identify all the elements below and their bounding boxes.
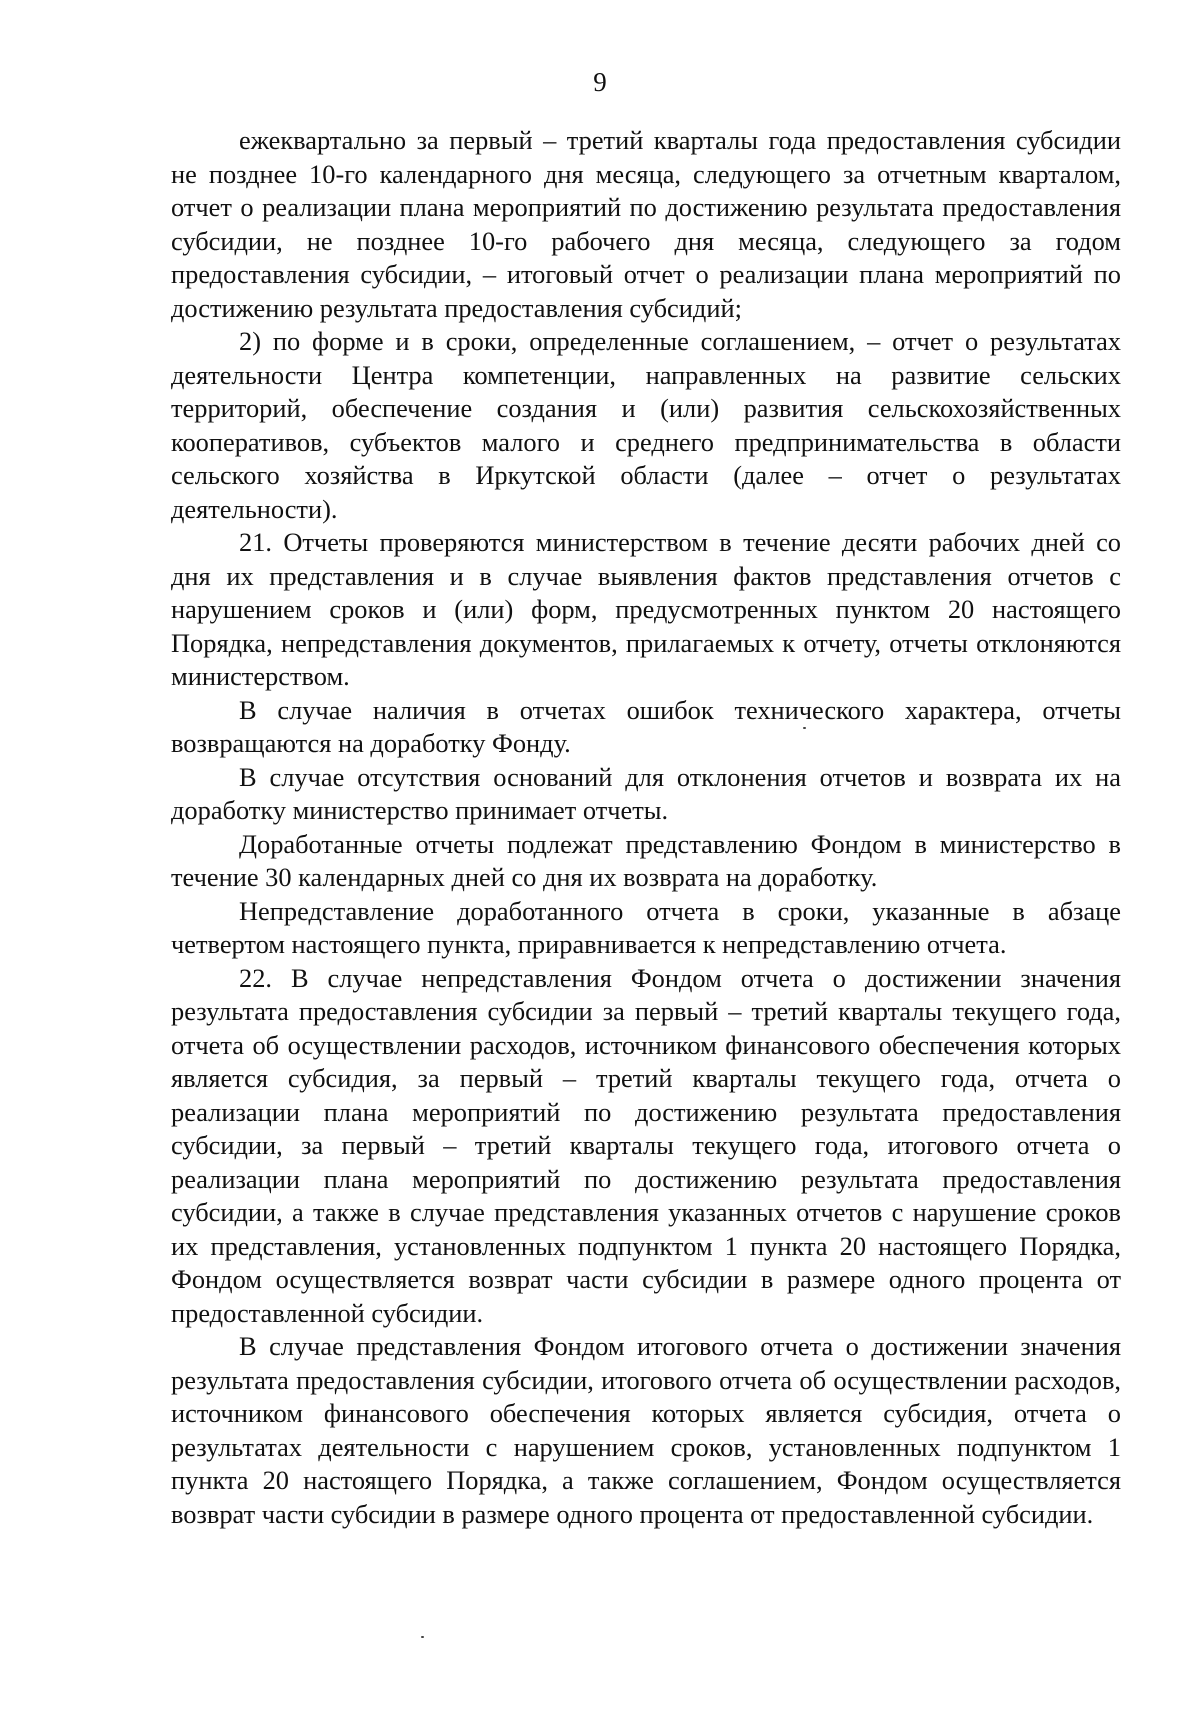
paragraph-non-submission: Непредставление доработанного отчета в сроки, указанные в абзаце четвертом настоящего пункта, приравнивается к непредставлению отчета. — [171, 895, 1121, 959]
paragraph-subitem-2: 2) по форме и в сроки, определенные соглашением, – отчет о результатах деятельности Центра компетенции, направленных на развитие сельских территорий, обеспечение создания и (или) развития сельскохозяйственных кооперативов, субъектов малого и среднего предпринимательства в области сельского хозяйства в Иркутской области (далее – отчет о результатах деятельности). — [171, 326, 1121, 524]
paragraph-item-21: 21. Отчеты проверяются министерством в течение десяти рабочих дней со дня их представления и в случае выявления фактов представления отчетов с нарушением сроков и (или) форм, предусмотренных пунктом 20 настоящего Порядка, непредставления документов, прилагаемых к отчету, отчеты отклоняются министерством. — [171, 527, 1121, 691]
paragraph-reporting-quarterly: ежеквартально за первый – третий кварталы года предоставления субсидии не позднее 10-го календарного дня месяца, следующего за отчетным кварталом, отчет о реализации плана мероприятий по достижению результата предоставления субсидии, не позднее 10-го рабочего дня месяца, следующего за годом предоставления субсидии, – итоговый отчет о реализации плана мероприятий по достижению результата предоставления субсидий; — [171, 125, 1121, 323]
scan-speck — [421, 1636, 424, 1638]
paragraph-technical-errors: В случае наличия в отчетах ошибок технического характера, отчеты возвращаются на доработку Фонду. — [171, 694, 1121, 758]
scan-speck — [803, 727, 806, 729]
paragraph-item-22: 22. В случае непредставления Фондом отчета о достижении значения результата предоставления субсидии за первый – третий кварталы текущего года, отчета об осуществлении расходов, источником финансового обеспечения которых является субсидия, за первый – третий кварталы текущего года, отчета о реализации плана мероприятий по достижению результата предоставления субсидии, за первый – третий кварталы текущего года, итогового отчета о реализации плана мероприятий по достижению результата предоставления субсидии, а также в случае представления указанных отчетов с нарушение сроков их представления, установленных подпунктом 1 пункта 20 настоящего Порядка, Фондом осуществляется возврат части субсидии в размере одного процента от предоставленной субсидии. — [171, 962, 1121, 1328]
paragraph-revised-reports: Доработанные отчеты подлежат представлению Фондом в министерство в течение 30 календарных дней со дня их возврата на доработку. — [171, 828, 1121, 892]
paragraph-final-report: В случае представления Фондом итогового отчета о достижении значения результата предоставления субсидии, итогового отчета об осуществлении расходов, источником финансового обеспечения которых является субсидия, отчета о результатах деятельности с нарушением сроков, установленных подпунктом 1 пункта 20 настоящего Порядка, а также соглашением, Фондом осуществляется возврат части субсидии в размере одного процента от предоставленной субсидии. — [171, 1331, 1121, 1529]
paragraph-acceptance: В случае отсутствия оснований для отклонения отчетов и возврата их на доработку министерство принимает отчеты. — [171, 761, 1121, 825]
document-body — [171, 124, 1121, 1531]
page-number: 9 — [593, 67, 607, 97]
